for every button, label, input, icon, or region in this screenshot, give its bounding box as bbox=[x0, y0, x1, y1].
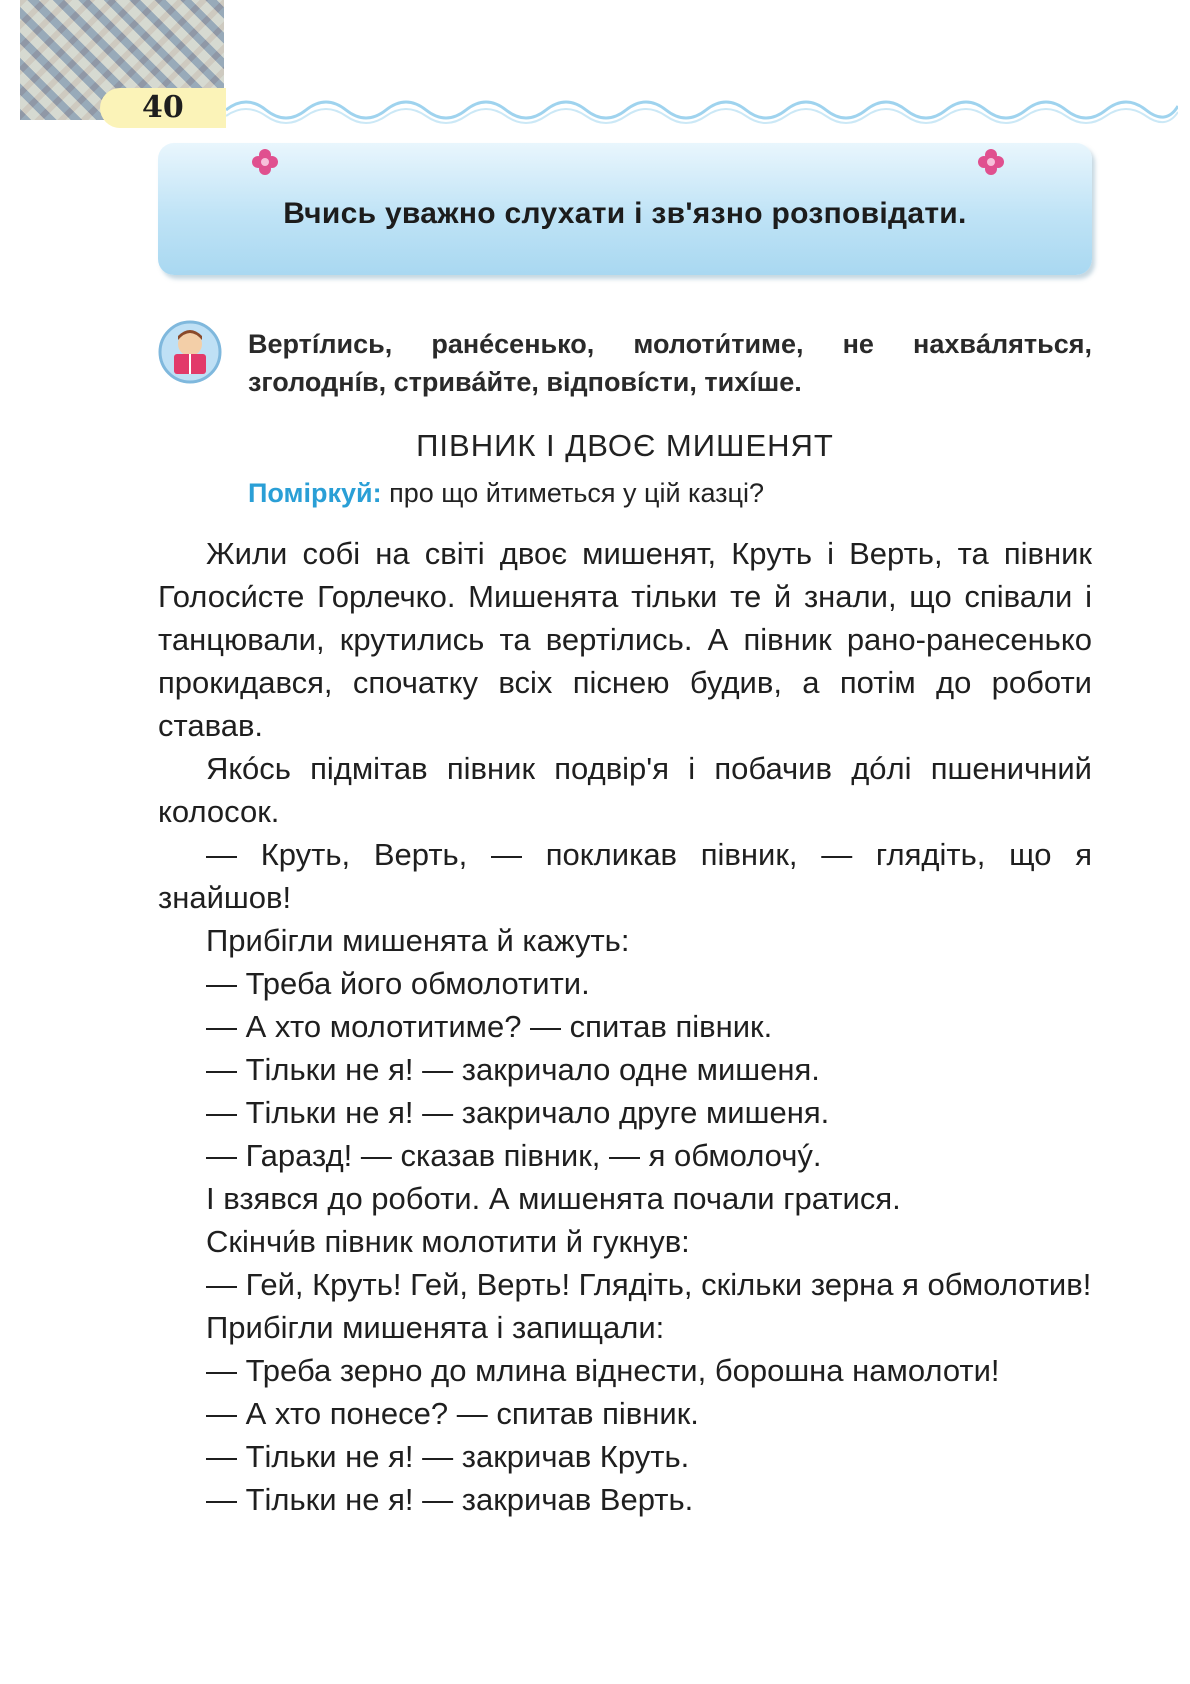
flower-icon bbox=[250, 147, 280, 177]
story-paragraph: Прибігли мишенята і запищали: bbox=[206, 1310, 665, 1345]
story-paragraph: — Гаразд! — сказав півник, — я обмолочý. bbox=[206, 1138, 822, 1173]
story-paragraph: Якóсь підмітав півник подвір'я і побачив дóлі пшеничний колосок. bbox=[158, 751, 1092, 829]
think-label: Поміркуй: bbox=[248, 478, 382, 508]
story-paragraph: — А хто молотитиме? — спитав півник. bbox=[206, 1009, 773, 1044]
page-number: 40 bbox=[100, 88, 226, 128]
story-paragraph: І взявся до роботи. А мишенята почали гратися. bbox=[206, 1181, 901, 1216]
reading-child-icon bbox=[158, 320, 222, 384]
story-paragraph: — Треба зерно до млина віднести, борошна намолоти! bbox=[206, 1353, 1000, 1388]
lesson-banner bbox=[158, 143, 1092, 275]
think-question: про що йтиметься у цій казці? bbox=[389, 478, 765, 508]
story-paragraph: — Круть, Верть, — покликав півник, — глядіть, що я знайшов! bbox=[158, 837, 1092, 915]
story-text bbox=[158, 532, 1092, 1521]
story-paragraph: Жили собі на світі двоє мишенят, Круть і Верть, та півник Голоси́сте Горлечко. Мишенята тільки те й знали, що співали і танцювали, крутились та вертілись. А півник рано-ранесенько прокидався, спочатку всіх піснею будив, а потім до роботи ставав. bbox=[158, 536, 1092, 743]
story-paragraph: Скінчи́в півник молотити й гукнув: bbox=[206, 1224, 690, 1259]
flower-icon bbox=[976, 147, 1006, 177]
story-paragraph: Прибігли мишенята й кажуть: bbox=[206, 923, 630, 958]
banner-title: Вчись уважно слухати і зв'язно розповідати. bbox=[283, 197, 967, 230]
think-prompt bbox=[248, 478, 764, 509]
story-paragraph: — Тільки не я! — закричав Круть. bbox=[206, 1439, 690, 1474]
vocabulary-words: Вертíлись, ранéсенько, молоти́тиме, не нахвáляться, зголоднíв, стривáйте, відповíсти, тихíше. bbox=[248, 329, 1092, 397]
story-paragraph: — Тільки не я! — закричало одне мишеня. bbox=[206, 1052, 820, 1087]
story-title: ПІВНИК І ДВОЄ МИШЕНЯТ bbox=[416, 428, 834, 463]
story-paragraph: — Тільки не я! — закричало друге мишеня. bbox=[206, 1095, 830, 1130]
story-paragraph: — Тільки не я! — закричав Верть. bbox=[206, 1482, 694, 1517]
story-paragraph: — А хто понесе? — спитав півник. bbox=[206, 1396, 699, 1431]
wave-decoration bbox=[226, 88, 1178, 128]
story-paragraph: — Треба його обмолотити. bbox=[206, 966, 590, 1001]
story-paragraph: — Гей, Круть! Гей, Верть! Глядіть, скільки зерна я обмолотив! bbox=[206, 1267, 1092, 1302]
